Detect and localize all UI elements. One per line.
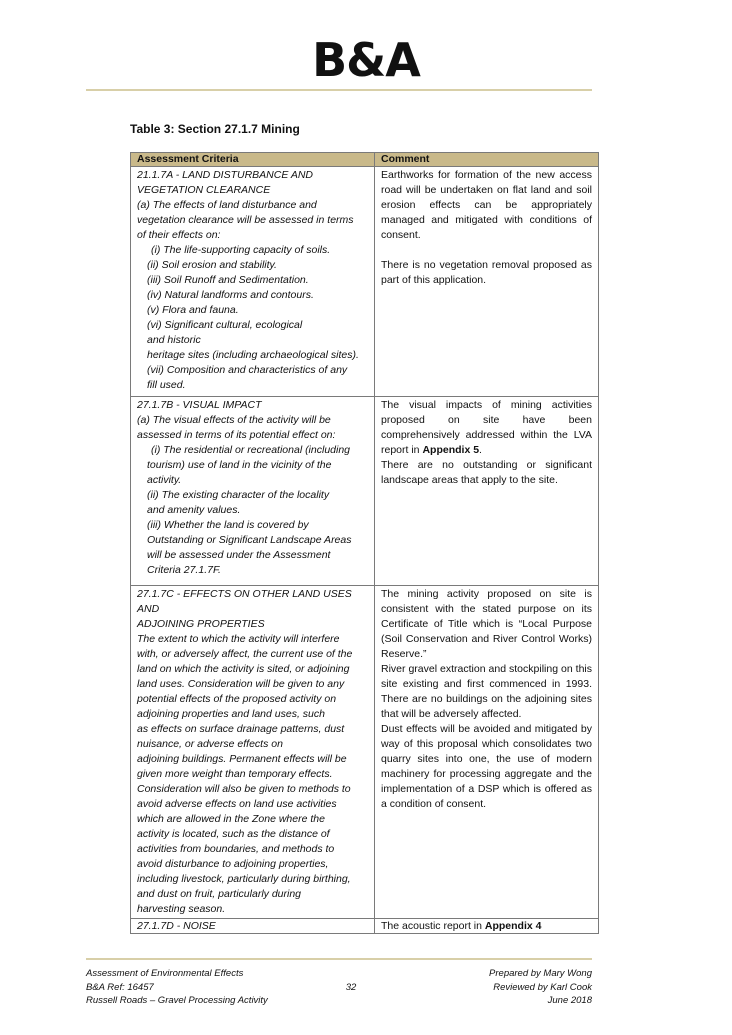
table-row [131, 586, 599, 919]
company-logo: B&A [312, 33, 420, 87]
criteria-line: will be assessed under the Assessment [147, 549, 331, 561]
criteria-line: (a) The effects of land disturbance and [137, 199, 317, 211]
comment-paragraph: There are no outstanding or significant landscape areas that apply to the site. [381, 459, 592, 486]
comment-text: The acoustic report in [381, 920, 482, 932]
criteria-line: Criteria 27.1.7F. [147, 564, 221, 576]
comment-cell [375, 167, 599, 397]
criteria-line: which are allowed in the Zone where the [137, 813, 325, 825]
appendix-reference: Appendix 4 [484, 920, 542, 932]
footer-prepared-by: Prepared by Mary Wong [489, 968, 592, 979]
comment-paragraph [381, 398, 592, 458]
assessment-table [130, 152, 599, 934]
comment-paragraph: Dust effects will be avoided and mitigated by way of this proposal which consolidates two quarry sites into one, the use of modern machinery for processing aggregate and the implementation of a DSP which is offered as a condition of consent. [381, 723, 592, 810]
criteria-line: 21.1.7A - LAND DISTURBANCE AND [137, 169, 314, 181]
criteria-line: potential effects of the proposed activity on [137, 693, 337, 705]
criteria-line: of their effects on: [137, 229, 221, 241]
header-divider [86, 89, 592, 91]
table-row [131, 167, 599, 397]
criteria-line: (iii) Soil Runoff and Sedimentation. [147, 274, 309, 286]
criteria-line: tourism) use of land in the vicinity of the [147, 459, 332, 471]
footer-left [86, 967, 268, 1008]
criteria-line: 27.1.7C - EFFECTS ON OTHER LAND USES AND [137, 588, 352, 615]
criteria-line: given more weight than temporary effects. [137, 768, 333, 780]
footer-date: June 2018 [547, 995, 592, 1006]
criteria-cell [131, 919, 375, 934]
criteria-line: and amenity values. [147, 504, 241, 516]
criteria-line: adjoining properties and land uses, such [137, 708, 325, 720]
criteria-line: including livestock, particularly during birthing, [137, 873, 351, 885]
appendix-reference: Appendix 5 [422, 444, 480, 456]
comment-cell [375, 397, 599, 586]
criteria-line: adjoining buildings. Permanent effects will be [137, 753, 347, 765]
criteria-line: assessed in terms of its potential effect on: [137, 429, 336, 441]
criteria-line: (vii) Composition and characteristics of any [147, 364, 348, 376]
criteria-line: activities from boundaries, and methods to [137, 843, 335, 855]
criteria-cell [131, 167, 375, 397]
footer-document-title: Assessment of Environmental Effects [86, 968, 244, 979]
footer-divider [86, 958, 592, 960]
criteria-line: (ii) The existing character of the locality [147, 489, 330, 501]
table-row [131, 397, 599, 586]
comment-cell [375, 919, 599, 934]
criteria-line: (vi) Significant cultural, ecological [147, 319, 303, 331]
criteria-line: (iii) Whether the land is covered by [147, 519, 309, 531]
criteria-line: avoid disturbance to adjoining properties, [137, 858, 329, 870]
footer-right [450, 967, 592, 1008]
criteria-line: Outstanding or Significant Landscape Areas [147, 534, 352, 546]
criteria-line: avoid adverse effects on land use activities [137, 798, 337, 810]
comment-paragraph: River gravel extraction and stockpiling on this site existing and first commenced in 1993. There are no buildings on the adjoining sites that will be adversely affected. [381, 663, 592, 720]
comment-paragraph: Earthworks for formation of the new access road will be undertaken on flat land and soil erosion effects can be appropriately managed and mitigated with conditions of consent. [381, 169, 592, 241]
criteria-line: land uses. Consideration will be given to any [137, 678, 345, 690]
criteria-line: nuisance, or adverse effects on [137, 738, 283, 750]
criteria-line: 27.1.7D - NOISE [137, 920, 216, 932]
table-header-row [131, 153, 599, 167]
criteria-line: heritage sites (including archaeological sites). [147, 349, 359, 361]
header-comment: Comment [375, 153, 599, 167]
criteria-cell [131, 586, 375, 919]
criteria-line: (i) The life-supporting capacity of soils. [151, 244, 331, 256]
criteria-line: fill used. [147, 379, 186, 391]
criteria-line: Consideration will also be given to methods to [137, 783, 351, 795]
criteria-line: ADJOINING PROPERTIES [137, 618, 265, 630]
criteria-line: (v) Flora and fauna. [147, 304, 239, 316]
criteria-line: (iv) Natural landforms and contours. [147, 289, 314, 301]
criteria-line: 27.1.7B - VISUAL IMPACT [137, 399, 262, 411]
comment-cell [375, 586, 599, 919]
comment-paragraph: The mining activity proposed on site is consistent with the stated purpose on its Certificate of Title which is “Local Purpose (Soil Conservation and River Control Works) Reserve.” [381, 588, 592, 660]
footer-reference: B&A Ref: 16457 [86, 981, 154, 993]
criteria-line: (ii) Soil erosion and stability. [147, 259, 277, 271]
criteria-line: (i) The residential or recreational (including [151, 444, 351, 456]
header-assessment-criteria: Assessment Criteria [131, 153, 375, 167]
criteria-line: harvesting season. [137, 903, 226, 915]
criteria-line: and dust on fruit, particularly during [137, 888, 302, 900]
criteria-line: land on which the activity is sited, or adjoining [137, 663, 350, 675]
criteria-line: as effects on surface drainage patterns, dust [137, 723, 345, 735]
table-title: Table 3: Section 27.1.7 Mining [130, 122, 300, 136]
criteria-line: activity is located, such as the distance of [137, 828, 330, 840]
table-row [131, 919, 599, 934]
criteria-cell [131, 397, 375, 586]
footer-reviewed-by: Reviewed by Karl Cook [493, 981, 592, 993]
footer-project: Russell Roads – Gravel Processing Activity [86, 995, 268, 1006]
criteria-line: The extent to which the activity will interfere [137, 633, 340, 645]
comment-paragraph: There is no vegetation removal proposed as part of this application. [381, 259, 592, 286]
criteria-line: (a) The visual effects of the activity will be [137, 414, 331, 426]
criteria-line: and historic [147, 334, 201, 346]
criteria-line: with, or adversely affect, the current use of the [137, 648, 353, 660]
criteria-line: vegetation clearance will be assessed in terms [137, 214, 354, 226]
comment-text: The visual impacts of mining activities proposed on site have been comprehensively addressed within the LVA report in [381, 399, 592, 456]
criteria-line: activity. [147, 474, 182, 486]
criteria-line: VEGETATION CLEARANCE [137, 184, 271, 196]
comment-text: . [479, 444, 482, 456]
page-number: 32 [345, 982, 357, 993]
